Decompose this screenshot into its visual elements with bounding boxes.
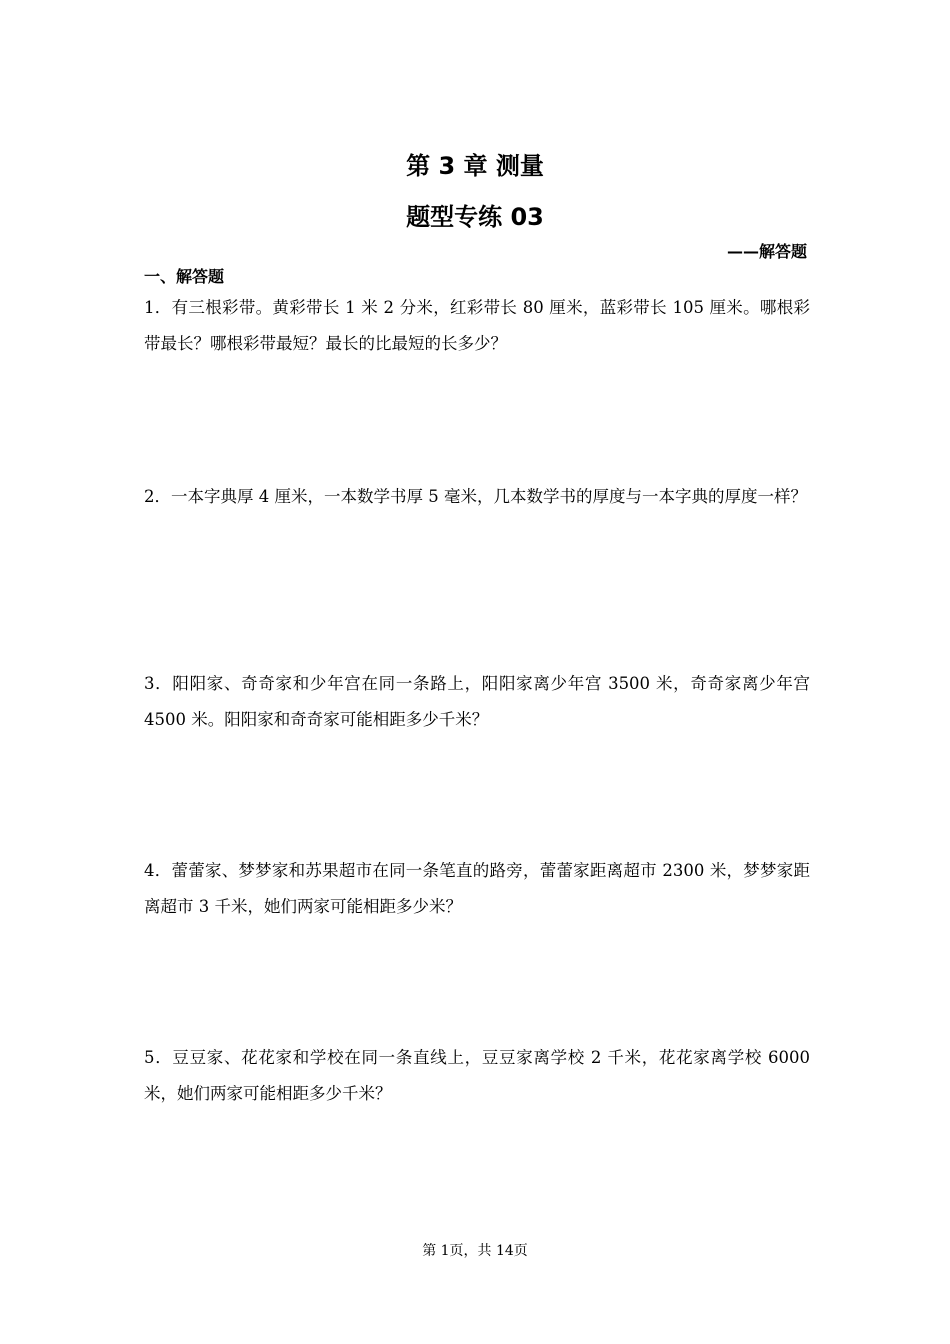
exercise-title: 题型专练 03 <box>406 203 544 231</box>
question-3 <box>144 666 810 738</box>
question-number: 2． <box>144 487 171 506</box>
question-text: 豆豆家、花花家和学校在同一条直线上，豆豆家离学校 2 千米，花花家离学校 6000 米，她们两家可能相距多少千米？ <box>144 1048 810 1103</box>
question-text: 有三根彩带。黄彩带长 1 米 2 分米，红彩带长 80 厘米，蓝彩带长 105 厘米。哪根彩带最长？哪根彩带最短？最长的比最短的长多少？ <box>144 298 810 353</box>
question-1 <box>144 290 810 362</box>
question-type-label: ——解答题 <box>726 242 807 261</box>
question-number: 1． <box>144 298 172 317</box>
question-4 <box>144 853 810 925</box>
question-text: 一本字典厚 4 厘米，一本数学书厚 5 毫米，几本数学书的厚度与一本字典的厚度一样？ <box>171 487 807 506</box>
section-heading: 一、解答题 <box>144 267 225 286</box>
question-text: 蕾蕾家、梦梦家和苏果超市在同一条笔直的路旁，蕾蕾家距离超市 2300 米，梦梦家距离超市 3 千米，她们两家可能相距多少米？ <box>144 861 811 916</box>
question-2 <box>144 479 810 515</box>
question-text: 阳阳家、奇奇家和少年宫在同一条路上，阳阳家离少年宫 3500 米，奇奇家离少年宫 4500 米。阳阳家和奇奇家可能相距多少千米？ <box>144 674 811 729</box>
question-number: 3． <box>144 674 173 693</box>
question-number: 4． <box>144 861 172 880</box>
question-5 <box>144 1040 810 1112</box>
question-number: 5． <box>144 1048 173 1067</box>
chapter-title: 第 3 章 测量 <box>406 152 544 180</box>
page-footer: 第 1页，共 14页 <box>422 1243 528 1259</box>
